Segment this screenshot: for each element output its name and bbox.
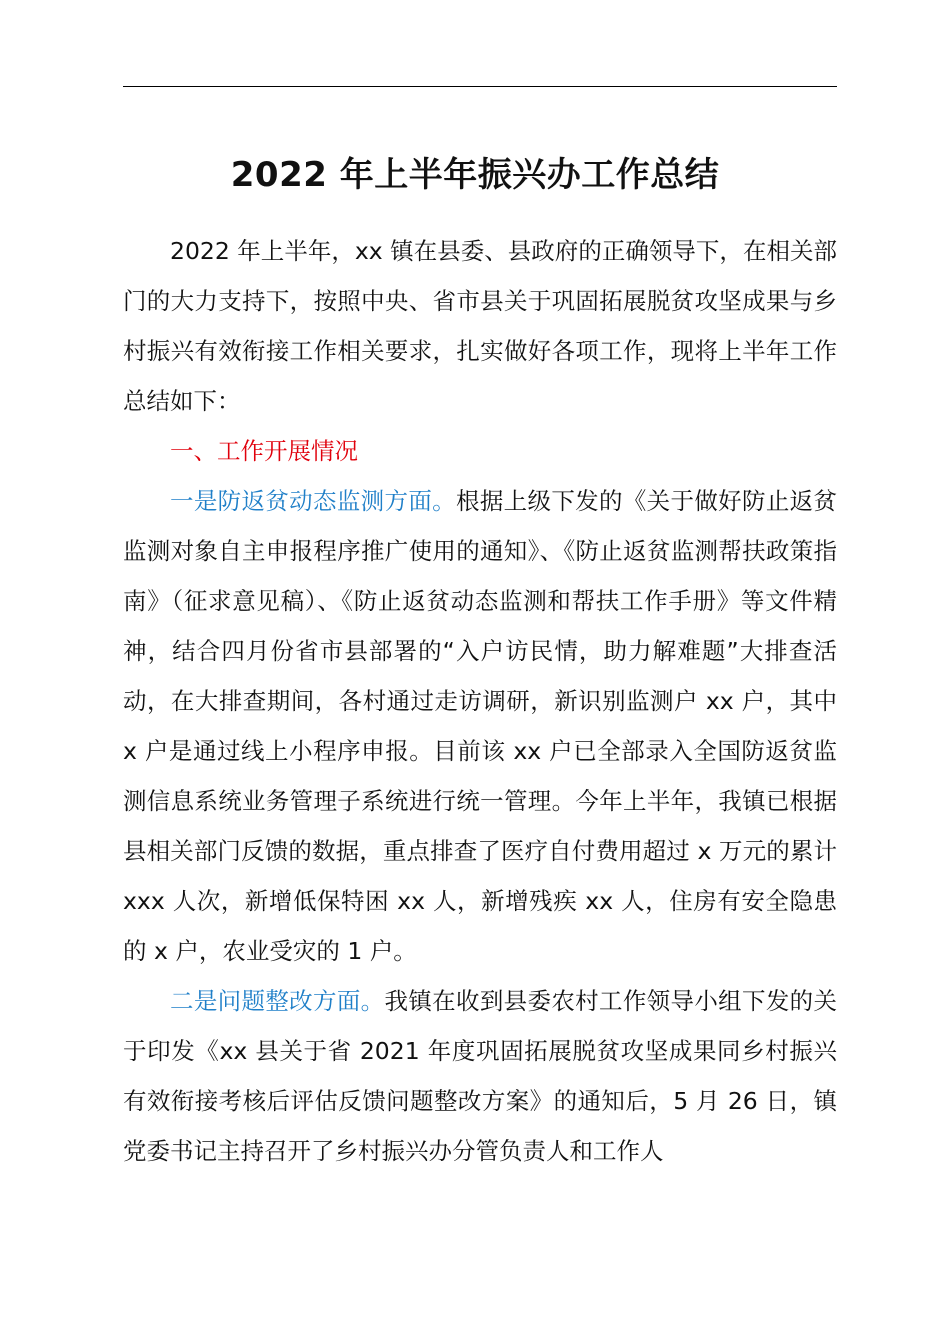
- paragraph-text: 我镇在收到县委农村工作领导小组下发的关于印发《xx 县关于省 2021 年度巩固拓展脱贫攻坚成果同乡村振兴有效衔接考核后评估反馈问题整改方案》的通知后，5 月 26 日，镇党委书记主持召开了乡村振兴办分管负责人和工作人: [123, 987, 837, 1165]
- document-title: 2022 年上半年振兴办工作总结: [230, 155, 720, 195]
- document-body: [123, 226, 837, 1176]
- paragraph-lead: 一是防返贫动态监测方面。: [170, 487, 456, 515]
- header-rule: [123, 86, 837, 87]
- section-heading: 一、工作开展情况: [170, 437, 358, 465]
- intro-paragraph: 2022 年上半年，xx 镇在县委、县政府的正确领导下，在相关部门的大力支持下，按照中央、省市县关于巩固拓展脱贫攻坚成果与乡村振兴有效衔接工作相关要求，扎实做好各项工作，现将上半年工作总结如下：: [123, 237, 837, 415]
- paragraph-rectification: [123, 976, 837, 1176]
- paragraph-text: 根据上级下发的《关于做好防止返贫监测对象自主申报程序推广使用的通知》、《防止返贫监测帮扶政策指南》（征求意见稿）、《防止返贫动态监测和帮扶工作手册》等文件精神，结合四月份省市县部署的“入户访民情，助力解难题”大排查活动，在大排查期间，各村通过走访调研，新识别监测户 xx 户，其中 x 户是通过线上小程序申报。目前该 xx 户已全部录入全国防返贫监测信息系统业务管理子系统进行统一管理。今年上半年，我镇已根据县相关部门反馈的数据，重点排查了医疗自付费用超过 x 万元的累计 xxx 人次，新增低保特困 xx 人，新增残疾 xx 人，住房有安全隐患的 x 户，农业受灾的 1 户。: [123, 487, 837, 965]
- paragraph-monitoring: [123, 476, 837, 976]
- paragraph-lead: 二是问题整改方面。: [170, 987, 385, 1015]
